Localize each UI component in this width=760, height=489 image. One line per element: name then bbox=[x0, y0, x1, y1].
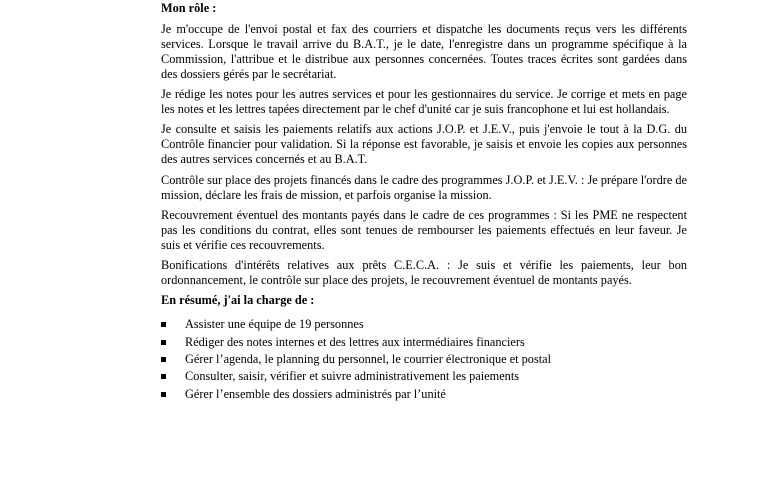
list-item bbox=[161, 335, 687, 350]
bullet-square-icon bbox=[161, 374, 166, 379]
list-item-text: Gérer l’agenda, le planning du personnel, le courrier électronique et postal bbox=[185, 351, 552, 366]
list-item bbox=[161, 369, 687, 384]
bullet-square-icon bbox=[161, 340, 166, 345]
summary-heading: En résumé, j'ai la charge de : bbox=[161, 293, 315, 308]
list-item-text: Rédiger des notes internes et des lettres aux intermédiaires financiers bbox=[185, 334, 525, 349]
bullet-square-icon bbox=[161, 322, 166, 327]
list-item bbox=[161, 352, 687, 367]
document-page bbox=[161, 0, 687, 404]
list-item bbox=[161, 317, 687, 332]
paragraph-payments: Je consulte et saisis les paiements relatifs aux actions J.O.P. et J.E.V., puis j'envoie le tout à la D.G. du Contrôle financier pour validation. Si la réponse est favorable, je saisis et envoie les copies aux personnes des autres services concernés et au B.A.T. bbox=[161, 122, 687, 167]
bullet-square-icon bbox=[161, 357, 166, 362]
bullet-square-icon bbox=[161, 392, 166, 397]
list-item-text: Assister une équipe de 19 personnes bbox=[185, 317, 364, 332]
paragraph-notes: Je rédige les notes pour les autres services et pour les gestionnaires du service. Je corrige et mets en page les notes et les lettres tapées directement par le chef d'unité car je suis francophone et lui est hollandais. bbox=[161, 87, 687, 117]
paragraph-site-control: Contrôle sur place des projets financés dans le cadre des programmes J.O.P. et J.E.V. : Je prépare l'ordre de mission, déclare les frais de mission, et parfois organise la mission. bbox=[161, 172, 687, 202]
section-heading: Mon rôle : bbox=[161, 1, 217, 15]
responsibilities-list bbox=[161, 317, 687, 402]
paragraph-interest-subsidies: Bonifications d'intérêts relatives aux prêts C.E.C.A. : Je suis et vérifie les paiements, leur bon ordonnancement, le contrôle sur place des projets, le recouvrement éventuel de montants payés. bbox=[161, 257, 687, 287]
paragraph-recovery: Recouvrement éventuel des montants payés dans le cadre de ces programmes : Si les PME ne respectent pas les conditions du contrat, elles sont tenues de rembourser les paiements effectués en leur faveur. Je suis et vérifie ces recouvrements. bbox=[161, 207, 687, 252]
paragraph-mail-dispatch: Je m'occupe de l'envoi postal et fax des courriers et dispatche les documents reçus vers les différents services. Lorsque le travail arrive du B.A.T., je le date, l'enregistre dans un programme spécifique à la Commission, l'attribue et le distribue aux personnes concernées. Toutes traces écrites sont gardées dans des dossiers gérés par le secrétariat. bbox=[161, 22, 687, 81]
list-item bbox=[161, 387, 687, 402]
list-item-text: Consulter, saisir, vérifier et suivre administrativement les paiements bbox=[185, 369, 520, 384]
list-item-text: Gérer l’ensemble des dossiers administrés par l’unité bbox=[185, 386, 446, 401]
